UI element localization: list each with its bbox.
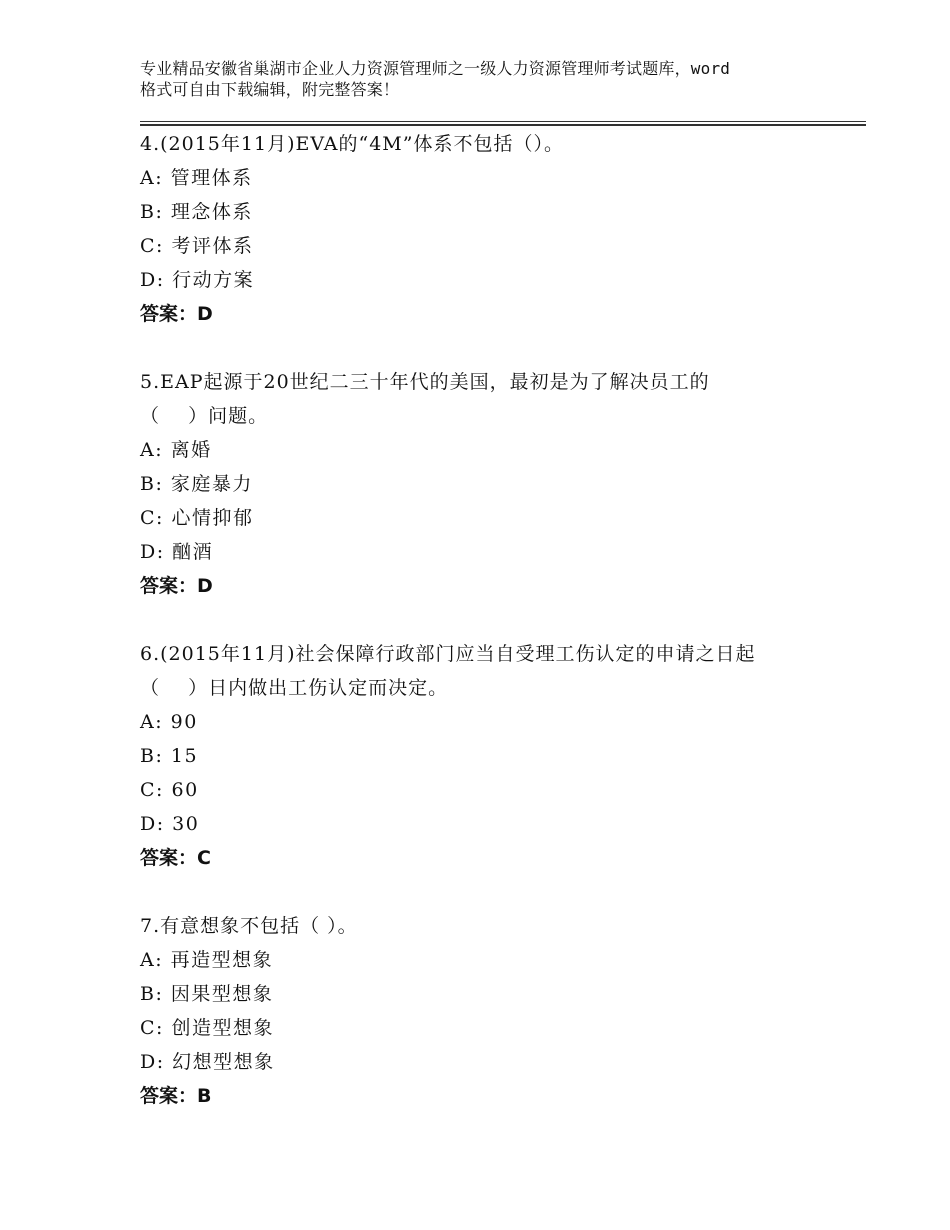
option-b: B: 家庭暴力 bbox=[140, 473, 253, 495]
question-4 bbox=[140, 127, 866, 331]
question-stem-continued: （ ）问题。 bbox=[140, 405, 269, 427]
option-a: A: 90 bbox=[140, 711, 198, 733]
option-a: A: 管理体系 bbox=[140, 167, 253, 189]
question-6 bbox=[140, 637, 866, 875]
answer-label: 答案：C bbox=[140, 847, 211, 869]
question-stem: 5.EAP起源于20世纪二三十年代的美国，最初是为了解决员工的 bbox=[140, 371, 710, 393]
option-b: B: 15 bbox=[140, 745, 199, 767]
answer-label: 答案：D bbox=[140, 303, 213, 325]
answer-label: 答案：D bbox=[140, 575, 213, 597]
option-d: D: 酗酒 bbox=[140, 541, 214, 563]
header-line-1: 专业精品安徽省巢湖市企业人力资源管理师之一级人力资源管理师考试题库，word bbox=[140, 59, 731, 78]
question-7 bbox=[140, 909, 866, 1113]
document-header bbox=[140, 58, 866, 100]
question-stem: 6.(2015年11月)社会保障行政部门应当自受理工伤认定的申请之日起 bbox=[140, 643, 756, 665]
header-line-2: 格式可自由下载编辑，附完整答案！ bbox=[140, 80, 400, 99]
option-b: B: 因果型想象 bbox=[140, 983, 274, 1005]
question-stem: 4.(2015年11月)EVA的“4M”体系不包括（）。 bbox=[140, 133, 564, 155]
option-b: B: 理念体系 bbox=[140, 201, 253, 223]
option-a: A: 离婚 bbox=[140, 439, 212, 461]
answer-label: 答案：B bbox=[140, 1085, 212, 1107]
question-stem: 7.有意想象不包括（ ）。 bbox=[140, 915, 358, 937]
option-c: C: 考评体系 bbox=[140, 235, 254, 257]
option-d: D: 30 bbox=[140, 813, 200, 835]
option-c: C: 60 bbox=[140, 779, 199, 801]
option-d: D: 行动方案 bbox=[140, 269, 255, 291]
option-c: C: 心情抑郁 bbox=[140, 507, 254, 529]
document-page bbox=[140, 0, 866, 1230]
question-5 bbox=[140, 365, 866, 603]
option-d: D: 幻想型想象 bbox=[140, 1051, 275, 1073]
header-divider bbox=[140, 121, 866, 126]
question-list bbox=[140, 127, 866, 1147]
option-a: A: 再造型想象 bbox=[140, 949, 274, 971]
option-c: C: 创造型想象 bbox=[140, 1017, 274, 1039]
question-stem-continued: （ ）日内做出工伤认定而决定。 bbox=[140, 677, 449, 699]
